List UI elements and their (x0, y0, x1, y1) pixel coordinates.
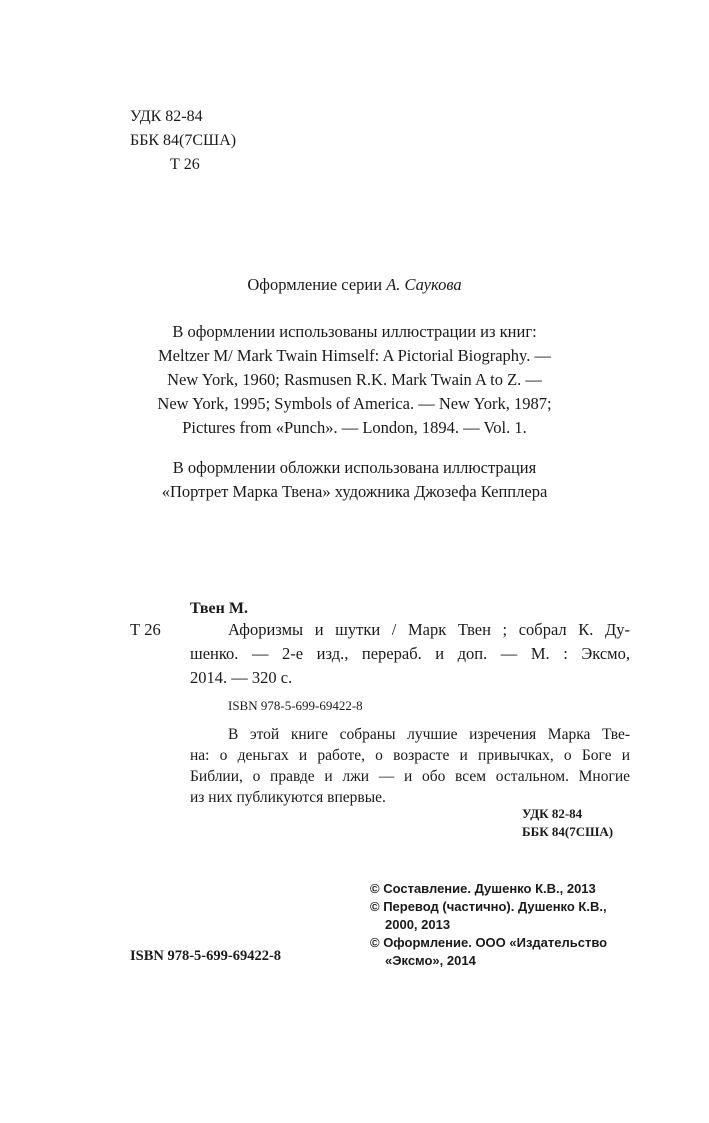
copyright-translation-years: 2000, 2013 (385, 917, 451, 932)
illustrations-line-4: New York, 1995; Symbols of America. — New York, 1987; (157, 394, 552, 413)
card-description-line-3: 2014. — 320 с. (190, 668, 293, 687)
card-description-line-1: Афоризмы и шутки / Марк Твен ; собрал К. Ду- (228, 620, 630, 639)
card-isbn: ISBN 978-5-699-69422-8 (228, 698, 363, 713)
annotation-line-3: Библии, о правде и лжи — и обо всем остальном. Многие (190, 768, 630, 785)
series-design-prefix: Оформление серии (247, 275, 383, 294)
series-designer: А. Саукова (386, 275, 462, 294)
card-bbk: ББК 84(7США) (522, 824, 614, 839)
card-mark: Т 26 (130, 620, 161, 639)
illustrations-line-5: Pictures from «Punch». — London, 1894. — Vol. 1. (182, 418, 527, 437)
card-description-line-2: шенко. — 2-е изд., перераб. и доп. — М. : Эксмо, (190, 644, 630, 663)
top-author-mark: Т 26 (170, 156, 200, 173)
annotation-line-4: из них публикуются впервые. (190, 789, 386, 806)
copyright-translation: © Перевод (частично). Душенко К.В., (370, 899, 607, 914)
card-udk: УДК 82-84 (522, 806, 583, 821)
copyright-design-publisher: «Эксмо», 2014 (385, 953, 476, 968)
illustrations-line-3: New York, 1960; Rasmusen R.K. Mark Twain A to Z. — (167, 370, 542, 389)
illustrations-line-1: В оформлении использованы иллюстрации из книг: (172, 322, 537, 341)
annotation-line-2: на: о деньгах и работе, о возрасте и привычках, о Боге и (190, 747, 630, 764)
card-author: Твен М. (190, 600, 248, 617)
copyright-design: © Оформление. ООО «Издательство (370, 935, 608, 950)
annotation-line-1: В этой книге собраны лучшие изречения Марка Тве- (228, 726, 630, 743)
cover-note-line-1: В оформлении обложки использована иллюстрация (172, 458, 537, 477)
bottom-isbn: ISBN 978-5-699-69422-8 (130, 948, 282, 964)
cover-note-line-2: «Портрет Марка Твена» художника Джозефа Кепплера (161, 482, 548, 501)
series-design (0, 273, 709, 297)
top-bbk: ББК 84(7США) (130, 132, 237, 149)
illustrations-line-2: Meltzer M/ Mark Twain Himself: A Pictorial Biography. — (158, 346, 551, 365)
copyright-compilation: © Составление. Душенко К.В., 2013 (370, 881, 596, 896)
top-udk: УДК 82-84 (130, 108, 203, 125)
